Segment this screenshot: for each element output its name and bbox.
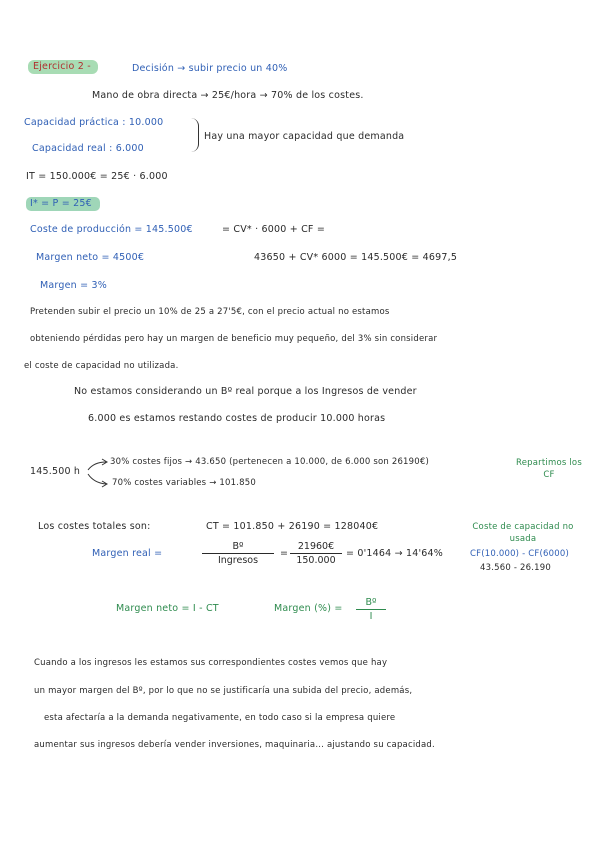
exercise-title: Ejercicio 2 - — [33, 61, 91, 72]
margen-real-num1: Bº — [232, 541, 244, 552]
mano-obra-line: Mano de obra directa → 25€/hora → 70% de los costes. — [92, 90, 364, 101]
paragraph1-line2: obteniendo pérdidas pero hay un margen de beneficio muy pequeño, del 3% sin considerar — [30, 334, 438, 344]
paragraph1-line3: el coste de capacidad no utilizada. — [24, 361, 179, 371]
margen-real-label: Margen real = — [92, 548, 163, 559]
conclusion-line4: aumentar sus ingresos debería vender inversiones, maquinaria... ajustando su capacidad. — [34, 740, 435, 750]
margen-pct-num: Bº — [365, 597, 377, 608]
margen-real-eq: = — [280, 548, 289, 559]
capacity-cost-values: 43.560 - 26.190 — [480, 563, 551, 573]
ic-label: I* = P = 25€ — [30, 198, 92, 209]
conclusion-line2: un mayor margen del Bº, por lo que no se justificaría una subida del precio, además, — [34, 686, 413, 696]
split-fixed: 30% costes fijos → 43.650 (pertenecen a 10.000, de 6.000 son 26190€) — [110, 457, 430, 467]
ct-formula: CT = 101.850 + 26190 = 128040€ — [206, 521, 379, 532]
margen-real-fraction-2 — [290, 541, 342, 566]
it-line: IT = 150.000€ = 25€ · 6.000 — [26, 171, 168, 182]
margen-neto-formula: Margen neto = I - CT — [116, 603, 219, 614]
conclusion-line3: esta afectaría a la demanda negativamente, en todo caso si la empresa quiere — [44, 713, 396, 723]
cv-formula: = CV* · 6000 + CF = — [222, 224, 325, 235]
margen-real-result: = 0'1464 → 14'64% — [346, 548, 444, 559]
margen-real-fraction-1 — [202, 541, 274, 566]
paragraph2-line1: No estamos considerando un Bº real porque a los Ingresos de vender — [74, 386, 417, 397]
capacity-cost-note: Coste de capacidad no usada — [472, 522, 574, 544]
conclusion-line1: Cuando a los ingresos les estamos sus correspondientes costes vemos que hay — [34, 658, 388, 668]
split-side-note: Repartimos los CF — [516, 458, 582, 480]
capacidad-real: Capacidad real : 6.000 — [32, 143, 144, 154]
capacidad-practica: Capacidad práctica : 10.000 — [24, 117, 164, 128]
calc-line: 43650 + CV* 6000 = 145.500€ = 4697,5 — [254, 252, 458, 263]
capacity-note: Hay una mayor capacidad que demanda — [204, 131, 405, 142]
capacity-cost-formula: CF(10.000) - CF(6000) — [470, 549, 569, 559]
margen-pct-value: Margen = 3% — [40, 280, 107, 291]
margen-neto-value: Margen neto = 4500€ — [36, 252, 145, 263]
margen-pct-den: I — [369, 611, 373, 622]
paragraph2-line2: 6.000 es estamos restando costes de producir 10.000 horas — [88, 413, 386, 424]
split-amount: 145.500 h — [30, 466, 81, 477]
coste-produccion: Coste de producción = 145.500€ — [30, 224, 193, 235]
split-variable: 70% costes variables → 101.850 — [112, 478, 256, 488]
decision-line: Decisión → subir precio un 40% — [132, 63, 288, 74]
margen-pct-fraction — [356, 597, 386, 622]
paragraph1-line1: Pretenden subir el precio un 10% de 25 a 27'5€, con el precio actual no estamos — [30, 307, 390, 317]
margen-pct-formula-label: Margen (%) = — [274, 603, 343, 614]
margen-real-den1: Ingresos — [217, 555, 259, 566]
costes-totales-label: Los costes totales son: — [38, 521, 151, 532]
margen-real-num2: 21960€ — [297, 541, 335, 552]
margen-real-den2: 150.000 — [296, 555, 336, 566]
